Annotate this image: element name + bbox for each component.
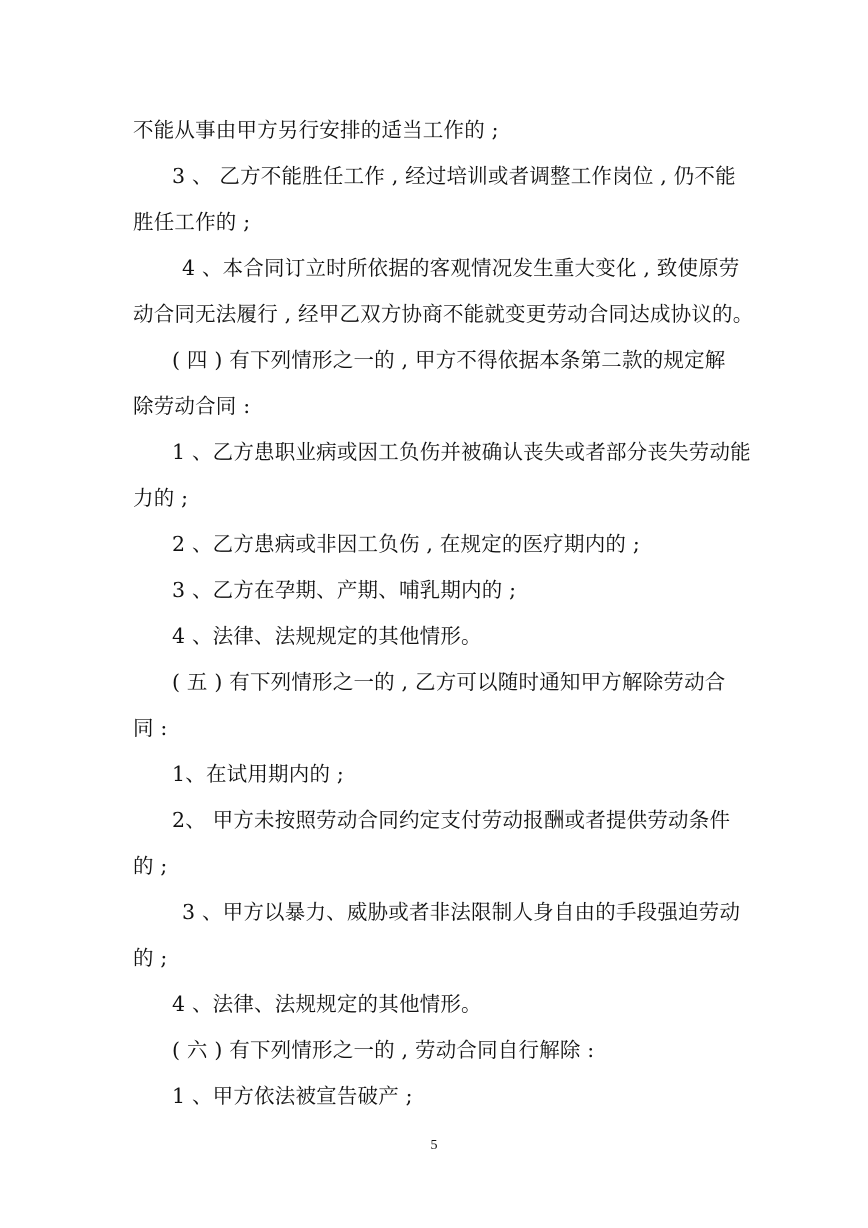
text-line: ( 五 ) 有下列情形之一的 , 乙方可以随时通知甲方解除劳动合	[172, 670, 726, 694]
text-line: 1 、甲方依法被宣告破产 ;	[172, 1084, 413, 1108]
text-line: 3 、乙方在孕期、产期、哺乳期内的 ;	[172, 578, 517, 602]
text-line: 4 、法律、法规规定的其他情形。	[172, 992, 482, 1016]
text-line: 动合同无法履行 , 经甲乙双方协商不能就变更劳动合同达成协议的。	[133, 302, 754, 326]
text-line: 4 、法律、法规规定的其他情形。	[172, 624, 482, 648]
text-line: 同 :	[133, 716, 168, 740]
text-line: 2 、乙方患病或非因工负伤 , 在规定的医疗期内的 ;	[172, 532, 640, 556]
text-line: 1 、乙方患职业病或因工负伤并被确认丧失或者部分丧失劳动能	[172, 440, 751, 464]
text-line: 3 、甲方以暴力、威胁或者非法限制人身自由的手段强迫劳动	[182, 900, 741, 924]
page-number: 5	[430, 1138, 438, 1153]
text-line: 2、 甲方未按照劳动合同约定支付劳动报酬或者提供劳动条件	[172, 808, 731, 832]
text-line: ( 六 ) 有下列情形之一的 , 劳动合同自行解除 :	[172, 1038, 595, 1062]
text-line: 除劳动合同 :	[133, 394, 251, 418]
text-line: 胜任工作的 ;	[133, 210, 251, 234]
text-line: 的 ;	[133, 854, 168, 878]
text-line: 的 ;	[133, 946, 168, 970]
text-line: 3 、 乙方不能胜任工作 , 经过培训或者调整工作岗位 , 仍不能	[172, 164, 736, 188]
text-line: 4 、本合同订立时所依据的客观情况发生重大变化 , 致使原劳	[182, 256, 740, 280]
text-line: 不能从事由甲方另行安排的适当工作的 ;	[133, 118, 499, 142]
text-line: 力的 ;	[133, 486, 189, 510]
text-line: 1、在试用期内的 ;	[172, 762, 344, 786]
text-line: ( 四 ) 有下列情形之一的 , 甲方不得依据本条第二款的规定解	[172, 348, 726, 372]
